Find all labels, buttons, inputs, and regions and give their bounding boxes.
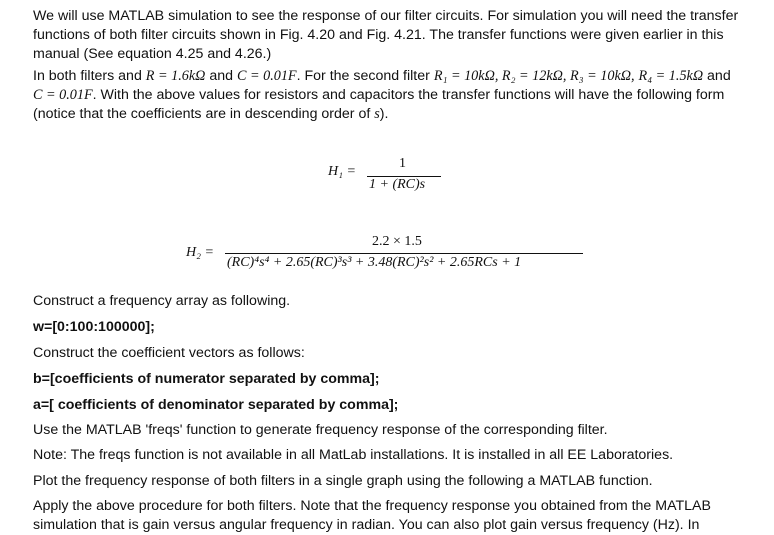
text-line: Construct a frequency array as following. (33, 293, 291, 309)
h1-numerator: 1 (399, 156, 406, 171)
h2-lhs: H₂ = (186, 245, 214, 260)
code-line: b=[coefficients of numerator separated by comma]; (33, 371, 380, 387)
code-line: a=[ coefficients of denominator separated by comma]; (33, 397, 399, 413)
values-text: . For the second filter (296, 68, 434, 84)
h2-numerator: 2.2 × 1.5 (372, 234, 422, 249)
values-text: have the following form (notice that the coefficients are in descending order of (33, 87, 725, 122)
intro-paragraph: We will use MATLAB simulation to see the response of our filter circuits. For simulation you will need the transfer functions of both filter circuits shown in Fig. 4.20 and Fig. 4.21. The transfer functions were given earlier in this manual (See equation 4.25 and 4.26.) (33, 8, 739, 62)
c-value-2: C = 0.01F (33, 87, 93, 103)
text-line: Use the MATLAB 'freqs' function to generate frequency response of the corresponding filter. (33, 422, 608, 438)
final-paragraph: Apply the above procedure for both filters. Note that the frequency response you obtained from the MATLAB simulation that is gain versus angular frequency in radian. You can also plot gain versus frequency (Hz). In (33, 498, 711, 533)
h1-lhs: H₁ = (328, 164, 356, 179)
code-line: w=[0:100:100000]; (33, 319, 155, 335)
text-line: Plot the frequency response of both filters in a single graph using the following a MATLAB function. (33, 473, 653, 489)
h2-fraction-bar (225, 253, 583, 254)
values-text: ). (379, 106, 389, 122)
values-text: In both filters and (33, 68, 146, 84)
c-value: C = 0.01F (236, 68, 297, 84)
values-paragraph (33, 67, 743, 124)
r-value: R = 1.6kΩ (145, 68, 206, 84)
r4-value: R₄ = 1.5kΩ (638, 68, 704, 84)
h2-denominator: (RC)⁴s⁴ + 2.65(RC)³s³ + 3.48(RC)²s² + 2.65RCs + 1 (227, 255, 522, 270)
values-text: and (703, 68, 731, 84)
resistor-values: R₁ = 10kΩ, R₂ = 12kΩ, R₃ = 10kΩ, (433, 68, 635, 84)
text-line: Construct the coefficient vectors as follows: (33, 345, 305, 361)
text-line: Note: The freqs function is not available in all MatLab installations. It is installed in all EE Laboratories. (33, 447, 674, 463)
h1-denominator: 1 + (RC)s (369, 177, 426, 192)
values-text: and (205, 68, 237, 84)
values-text: . With the above values for resistors and capacitors the transfer functions will (92, 87, 575, 103)
s-variable: s (374, 106, 380, 122)
